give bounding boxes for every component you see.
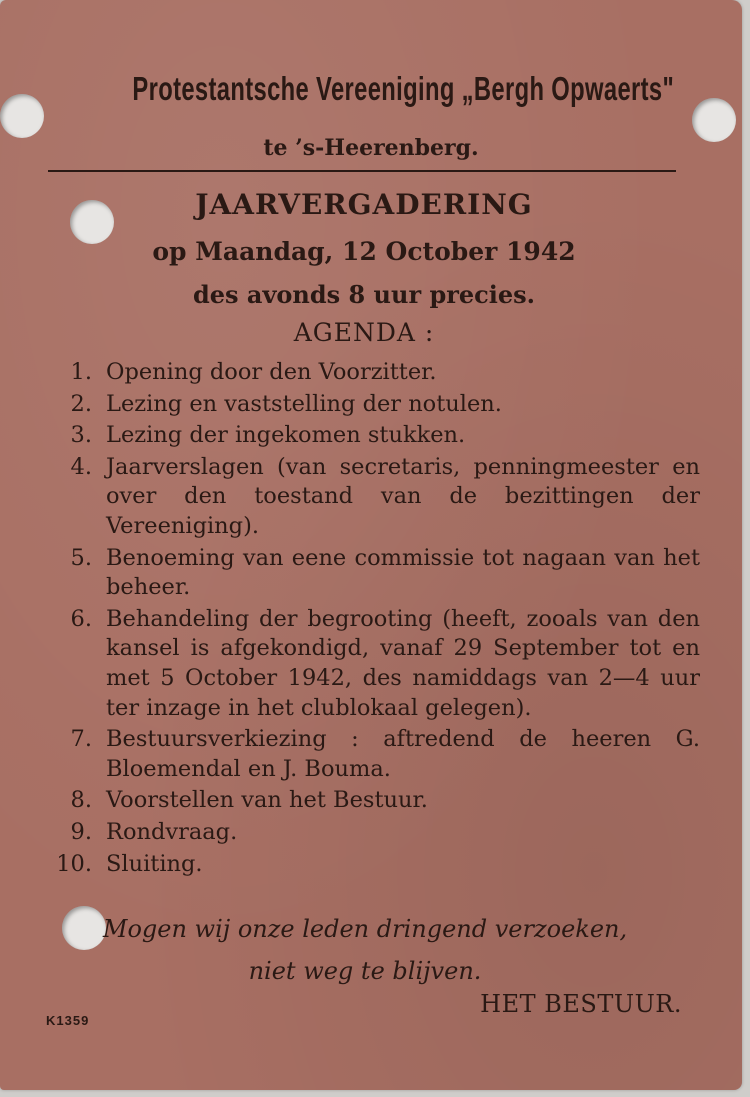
agenda-item-text: Lezing en vaststelling der notulen.	[106, 390, 502, 417]
agenda-item-number: 4.	[70, 453, 92, 480]
punch-hole-left-top	[0, 94, 44, 138]
agenda-item-text: Rondvraag.	[106, 818, 238, 845]
agenda-item-text: Lezing der ingekomen stukken.	[106, 422, 466, 449]
agenda-title: AGENDA :	[293, 318, 435, 347]
header-divider	[48, 170, 676, 172]
agenda-item-number: 9.	[70, 818, 92, 845]
agenda-item	[40, 725, 700, 784]
agenda-item-number: 1.	[70, 359, 92, 385]
agenda-item	[40, 850, 700, 880]
agenda-item-number: 3.	[70, 422, 92, 449]
meeting-date: op Maandag, 12 October 1942	[152, 237, 576, 266]
agenda-item-number: 2.	[70, 390, 92, 417]
agenda-item-number: 6.	[70, 605, 92, 632]
agenda-item	[40, 390, 700, 420]
agenda-item-number: 7.	[70, 726, 92, 753]
agenda-item-text: Behandeling der begrooting (heeft, zooals van den kansel is afgekondigd, vanaf 29 September tot en met 5 October 1942, des namiddags van 2—4 uur ter inzage in het clublokaal gelegen).	[106, 605, 700, 721]
closing-line-2: niet weg te blijven.	[248, 957, 482, 985]
agenda-item-text: Jaarverslagen (van secretaris, penningmeester en over den toestand van de bezittingen der Vereeniging).	[106, 453, 700, 539]
organization-location: te ’s-Heerenberg.	[263, 135, 479, 161]
meeting-title: JAARVERGADERING	[195, 188, 533, 221]
agenda-item	[40, 605, 700, 723]
agenda-item-text: Sluiting.	[106, 850, 203, 877]
agenda-item-number: 10.	[56, 850, 92, 877]
print-code: K1359	[46, 1013, 90, 1028]
agenda-item	[40, 453, 700, 542]
agenda-list	[40, 358, 700, 881]
agenda-item-text: Voorstellen van het Bestuur.	[106, 787, 428, 814]
agenda-item-text: Bestuursverkiezing : aftredend de heeren G. Bloemendal en J. Bouma.	[106, 726, 700, 782]
agenda-item	[40, 818, 700, 848]
closing-request	[40, 908, 690, 992]
organization-name: Protestantsche Vereeniging „Bergh Opwaerts"	[132, 70, 675, 107]
agenda-item-text: Opening door den Voorzitter.	[106, 359, 437, 385]
agenda-item	[40, 358, 700, 388]
closing-line-1: Mogen wij onze leden dringend verzoeken,	[102, 915, 628, 943]
meeting-time: des avonds 8 uur precies.	[192, 280, 536, 309]
agenda-item	[40, 786, 700, 816]
agenda-item	[40, 544, 700, 603]
agenda-item-number: 5.	[70, 544, 92, 571]
agenda-item	[40, 421, 700, 451]
agenda-item-text: Benoeming van eene commissie tot nagaan van het beheer.	[106, 544, 700, 601]
signature: HET BESTUUR.	[480, 990, 682, 1018]
agenda-item-number: 8.	[70, 787, 92, 814]
